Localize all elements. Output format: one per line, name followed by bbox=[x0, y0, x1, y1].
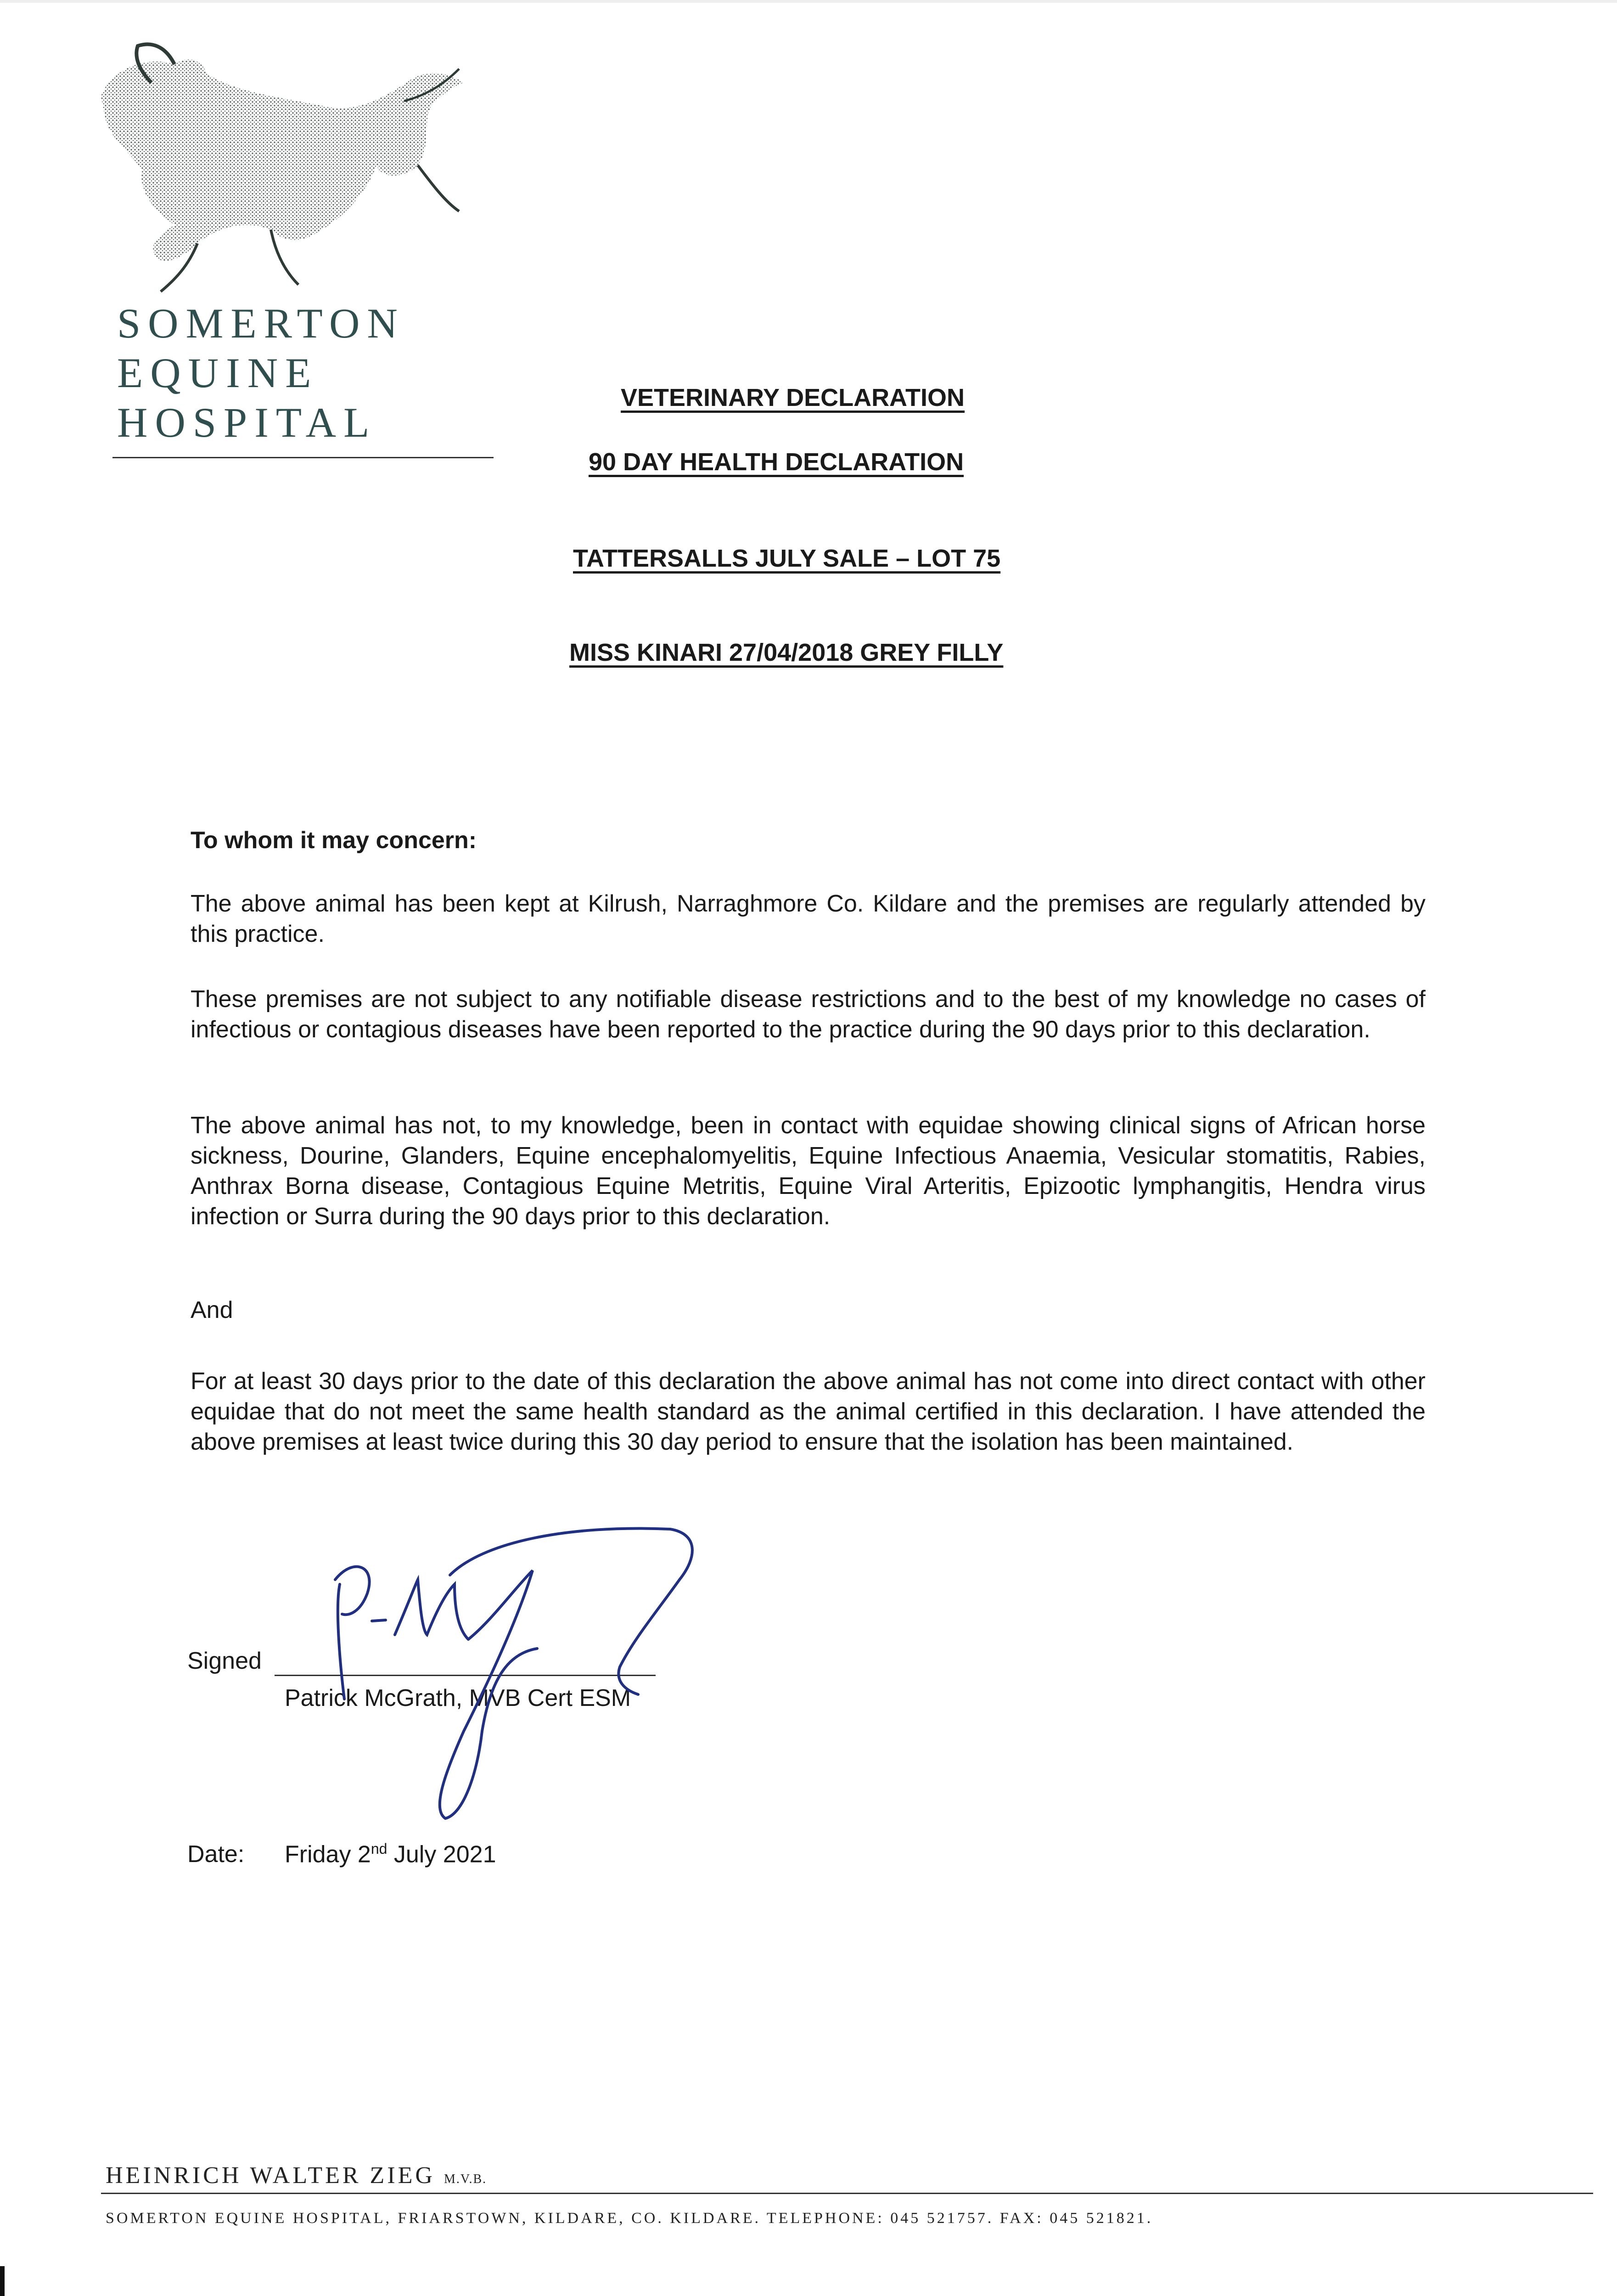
paragraph-isolation: For at least 30 days prior to the date of this declaration the above animal has not come into direct contact with other equidae that do not meet the same health standard as the animal certified in this declaration. I have attended the above premises at least twice during this 30 day period to ensure that the isolation has been maintained. bbox=[191, 1368, 1426, 1455]
sale-heading: TATTERSALLS JULY SALE – LOT 75 bbox=[573, 545, 1001, 572]
salutation: To whom it may concern: bbox=[191, 827, 477, 854]
scan-edge bbox=[0, 0, 1617, 3]
signed-label: Signed bbox=[187, 1648, 262, 1674]
logo-line-1: SOMERTON bbox=[117, 300, 405, 347]
paragraph-premises: The above animal has been kept at Kilrush, Narraghmore Co. Kildare and the premises are regularly attended by this practice. bbox=[191, 890, 1426, 947]
date-day: Friday 2 bbox=[285, 1841, 371, 1868]
logo-line-2: EQUINE bbox=[117, 349, 319, 396]
letterhead-divider bbox=[112, 457, 494, 458]
document-title: VETERINARY DECLARATION bbox=[621, 384, 965, 411]
horse-logo-icon bbox=[83, 28, 496, 303]
paragraph-restrictions: These premises are not subject to any notifiable disease restrictions and to the best of my knowledge no cases of infectious or contagious diseases have been reported to the practice during the 90 days prior to this declaration. bbox=[191, 986, 1426, 1043]
date-value bbox=[285, 1840, 496, 1868]
date-suffix: nd bbox=[371, 1840, 387, 1857]
handwritten-signature-icon bbox=[317, 1515, 730, 1837]
horse-heading: MISS KINARI 27/04/2018 GREY FILLY bbox=[569, 639, 1004, 666]
footer-address: SOMERTON EQUINE HOSPITAL, FRIARSTOWN, KILDARE, CO. KILDARE. TELEPHONE: 045 521757. FAX: 045 521821. bbox=[106, 2210, 1153, 2227]
date-label: Date: bbox=[187, 1841, 245, 1868]
footer-practitioner bbox=[106, 2162, 487, 2189]
hospital-logo-text bbox=[117, 298, 438, 447]
paragraph-contact: The above animal has not, to my knowledge, been in contact with equidae showing clinical signs of African horse sickness, Dourine, Glanders, Equine encephalomyelitis, Equine Infectious Anaemia, Vesicular stomatitis, Rabies, Anthrax Borna disease, Contagious Equine Metritis, Equine Viral Arteritis, Epizootic lymphangitis, Hendra virus infection or Surra during the 90 days prior to this declaration. bbox=[191, 1112, 1426, 1230]
paragraph-and: And bbox=[191, 1297, 233, 1323]
footer-practitioner-name: HEINRICH WALTER ZIEG bbox=[106, 2162, 435, 2189]
document-subtitle: 90 DAY HEALTH DECLARATION bbox=[589, 448, 964, 476]
signatory-name: Patrick McGrath, MVB Cert ESM bbox=[285, 1685, 631, 1711]
logo-line-3: HOSPITAL bbox=[117, 399, 377, 446]
footer-divider bbox=[101, 2193, 1593, 2194]
date-rest: July 2021 bbox=[387, 1841, 496, 1868]
footer-qualification: M.V.B. bbox=[444, 2172, 487, 2186]
scan-edge-mark bbox=[0, 2266, 5, 2296]
